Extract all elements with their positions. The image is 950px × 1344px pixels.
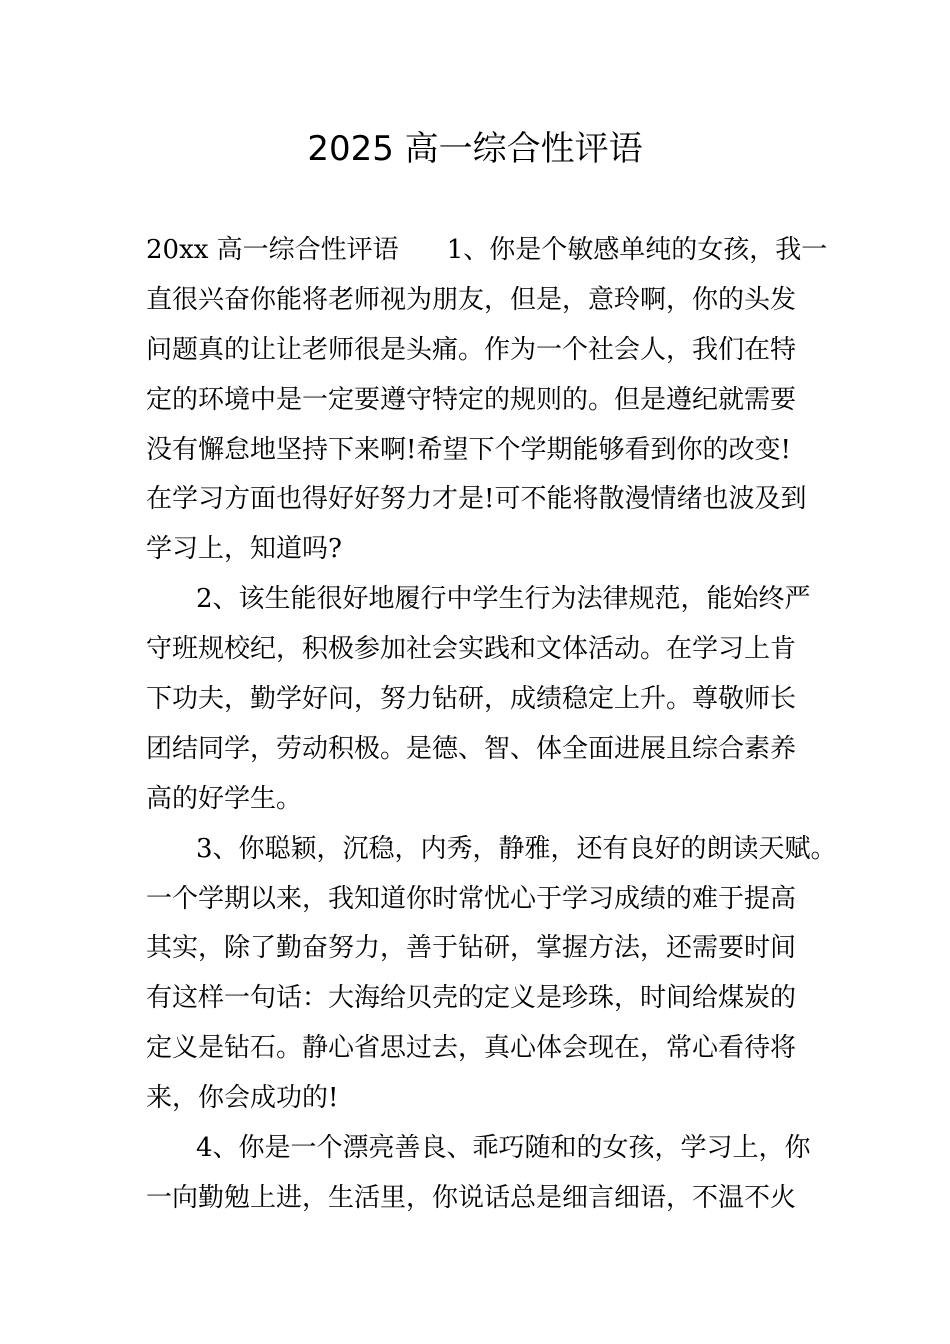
paragraph-1-line-4: 定的环境中是一定要遵守特定的规则的。但是遵纪就需要 (146, 384, 797, 415)
paragraph-2-line-1: 2、该生能很好地履行中学生行为法律规范，能始终严 (196, 584, 811, 615)
paragraph-3-line-1: 3、你聪颖，沉稳，内秀，静雅，还有良好的朗读天赋。 (196, 833, 837, 864)
paragraph-1-line-1-text: 1、你是个敏感单纯的女孩，我一 (446, 235, 828, 265)
paragraph-1-line-2: 直很兴奋你能将老师视为朋友，但是，意玲啊，你的头发 (146, 284, 797, 315)
paragraph-3-line-5: 定义是钻石。静心省思过去，真心体会现在，常心看待将 (146, 1033, 797, 1064)
document-title: 2025 高一综合性评语 (307, 129, 643, 169)
paragraph-2-line-5: 高的好学生。 (146, 783, 303, 814)
paragraph-1-line-7: 学习上，知道吗? (146, 534, 342, 565)
paragraph-2-line-2: 守班规校纪，积极参加社会实践和文体活动。在学习上肯 (146, 634, 797, 665)
paragraph-3-line-3: 其实，除了勤奋努力，善于钻研，掌握方法，还需要时间 (146, 933, 797, 964)
paragraph-2-line-4: 团结同学，劳动积极。是德、智、体全面进展且综合素养 (146, 733, 797, 764)
paragraph-1-line-5: 没有懈怠地坚持下来啊!希望下个学期能够看到你的改变! (146, 434, 791, 465)
document-body (146, 226, 837, 1224)
paragraph-4-line-2: 一向勤勉上进，生活里，你说话总是细言细语，不温不火 (146, 1182, 797, 1213)
paragraph-1-line-3: 问题真的让让老师很是头痛。作为一个社会人，我们在特 (146, 334, 797, 365)
paragraph-1-line-1 (146, 226, 828, 276)
paragraph-3-line-4: 有这样一句话：大海给贝壳的定义是珍珠，时间给煤炭的 (146, 983, 797, 1014)
paragraph-4-line-1: 4、你是一个漂亮善良、乖巧随和的女孩，学习上，你 (196, 1133, 811, 1164)
paragraph-3-line-2: 一个学期以来，我知道你时常忧心于学习成绩的难于提高 (146, 883, 797, 914)
intro-heading: 20xx 高一综合性评语 (146, 235, 399, 265)
paragraph-1-line-6: 在学习方面也得好好努力才是!可不能将散漫情绪也波及到 (146, 484, 807, 515)
paragraph-2-line-3: 下功夫，勤学好问，努力钻研，成绩稳定上升。尊敬师长 (146, 684, 797, 715)
paragraph-3-line-6: 来，你会成功的! (146, 1083, 339, 1114)
